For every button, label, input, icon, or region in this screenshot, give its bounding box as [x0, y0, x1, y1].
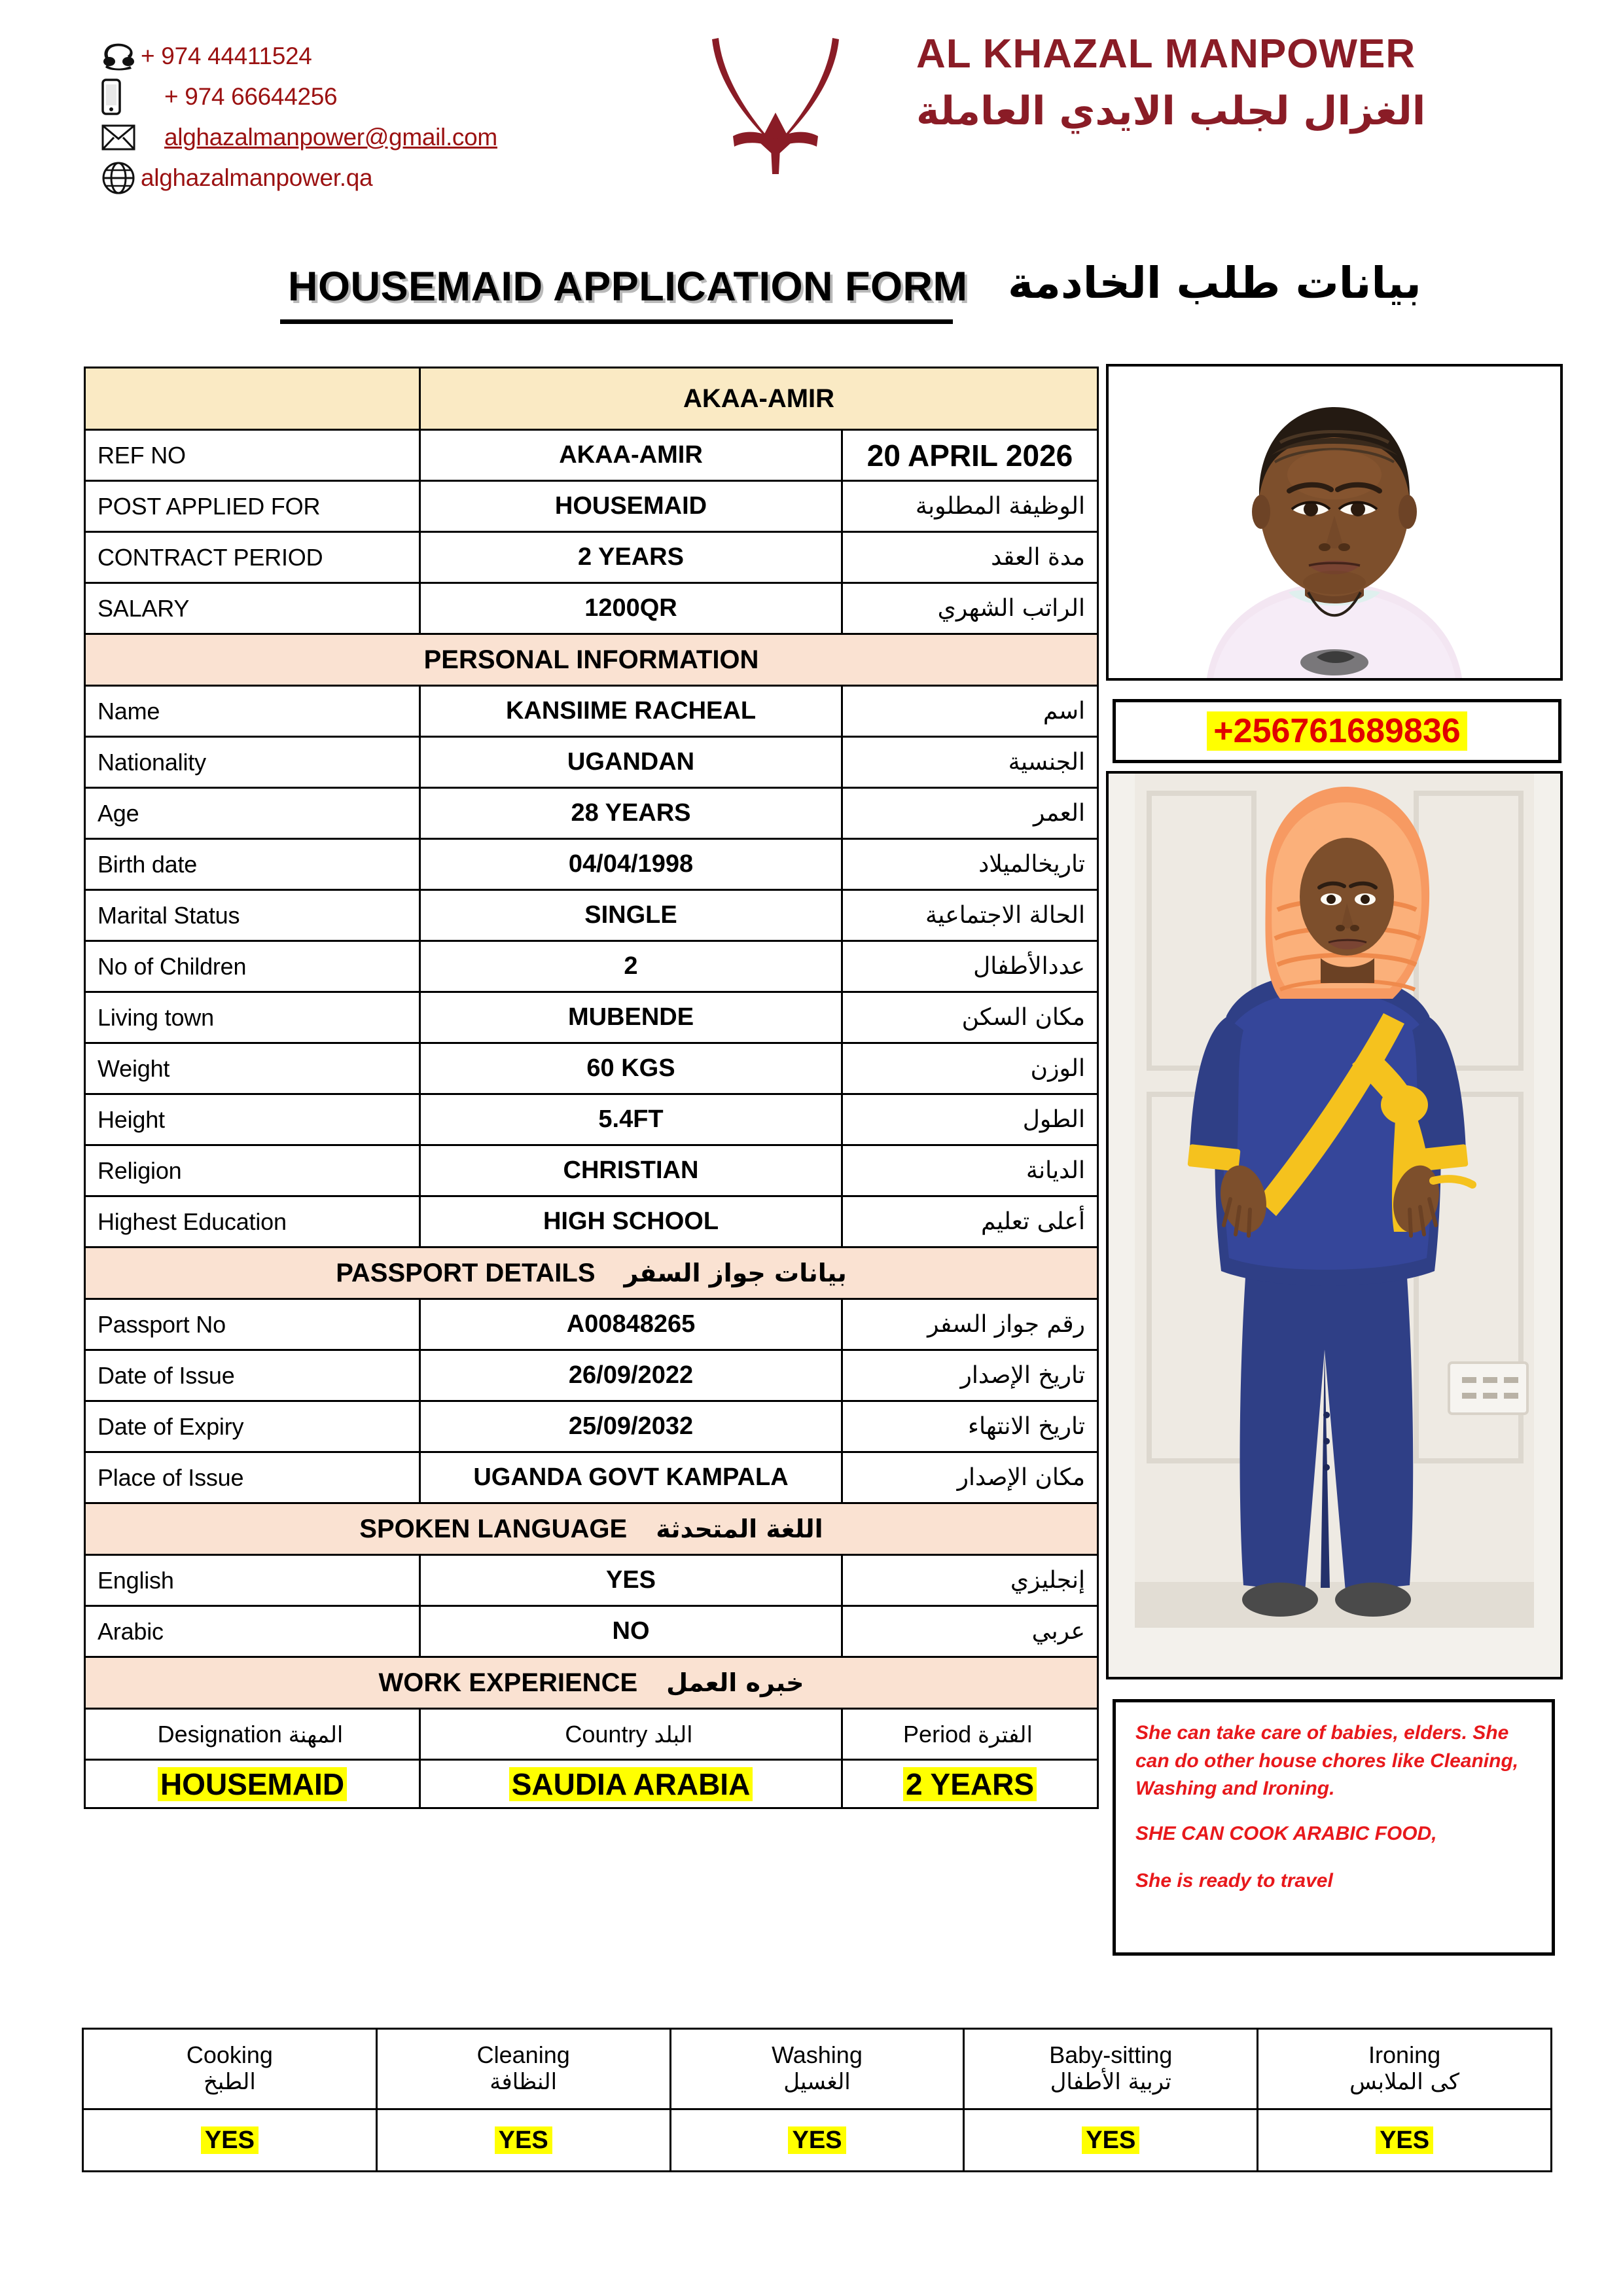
arabic-birth-date: تاريخالميلاد: [842, 839, 1098, 890]
arabic-marital-status: الحالة الاجتماعية: [842, 890, 1098, 941]
contact-row-website: [101, 158, 372, 198]
value-date-of-expiry: 25/09/2032: [420, 1401, 842, 1452]
skill-label-washing-ar: الغسيل: [783, 2069, 851, 2096]
table-row-date-of-issue: [85, 1350, 1098, 1401]
value-work-period-cell: [842, 1760, 1098, 1808]
skill-label-baby-sitting-en: Baby-sitting: [1049, 2041, 1173, 2069]
section-title-language-en: SPOKEN LANGUAGE: [359, 1514, 628, 1543]
column-header-period-en: Period: [903, 1720, 972, 1748]
value-work-country-cell: [420, 1760, 842, 1808]
table-row-living-town: [85, 992, 1098, 1043]
table-row-arabic: [85, 1606, 1098, 1657]
table-row-english: [85, 1555, 1098, 1606]
section-title-passport: [85, 1247, 1098, 1299]
table-row-salary: [85, 583, 1098, 634]
page-title: [0, 258, 1623, 340]
table-row-work-columns: [85, 1709, 1098, 1760]
value-passport-no: A00848265: [420, 1299, 842, 1350]
column-header-country: [420, 1709, 842, 1760]
label-date-of-expiry: Date of Expiry: [85, 1401, 420, 1452]
skill-value-baby-sitting-cell: [964, 2109, 1258, 2172]
label-nationality: Nationality: [85, 737, 420, 788]
value-religion: CHRISTIAN: [420, 1145, 842, 1196]
table-row-height: [85, 1094, 1098, 1145]
label-arabic: Arabic: [85, 1606, 420, 1657]
note-line-3: She is ready to travel: [1135, 1870, 1333, 1892]
table-row-no-of-children: [85, 941, 1098, 992]
value-work-country: SAUDIA ARABIA: [509, 1767, 753, 1801]
ref-banner-blank: [85, 368, 420, 430]
arabic-english: إنجليزي: [842, 1555, 1098, 1606]
column-header-country-ar: البلد: [654, 1721, 693, 1748]
applicant-portrait-photo: [1106, 364, 1563, 681]
value-post-applied: HOUSEMAID: [420, 481, 842, 532]
envelope-icon: [101, 124, 141, 151]
skill-value-washing-cell: [670, 2109, 964, 2172]
email-address[interactable]: alghazalmanpower@gmail.com: [164, 124, 497, 151]
section-title-work-en: WORK EXPERIENCE: [378, 1668, 638, 1697]
value-age: 28 YEARS: [420, 788, 842, 839]
title-underline: [280, 319, 953, 324]
value-weight: 60 KGS: [420, 1043, 842, 1094]
table-row-birth-date: [85, 839, 1098, 890]
company-brand: [916, 33, 1571, 137]
label-living-town: Living town: [85, 992, 420, 1043]
skill-header-ironing: [1258, 2029, 1552, 2109]
skills-header-row: [83, 2029, 1552, 2109]
table-row-highest-education: [85, 1196, 1098, 1247]
value-work-designation: HOUSEMAID: [158, 1767, 347, 1801]
mobile-number: + 974 66644256: [164, 83, 338, 110]
label-no-of-children: No of Children: [85, 941, 420, 992]
value-salary: 1200QR: [420, 583, 842, 634]
arabic-no-of-children: عددالأطفال: [842, 941, 1098, 992]
value-work-designation-cell: [85, 1760, 420, 1808]
table-row-age: [85, 788, 1098, 839]
column-header-designation: [85, 1709, 420, 1760]
column-header-period: [842, 1709, 1098, 1760]
value-birth-date: 04/04/1998: [420, 839, 842, 890]
label-passport-no: Passport No: [85, 1299, 420, 1350]
skill-value-ironing-cell: [1258, 2109, 1552, 2172]
arabic-passport-no: رقم جواز السفر: [842, 1299, 1098, 1350]
contact-row-telephone: [101, 36, 312, 77]
label-post-applied: POST APPLIED FOR: [85, 481, 420, 532]
brand-name-english: AL KHAZAL MANPOWER: [916, 31, 1416, 77]
contact-row-mobile: [101, 77, 337, 117]
telephone-number: + 974 44411524: [141, 43, 312, 69]
column-header-designation-ar: المهنة: [288, 1721, 344, 1748]
table-row-religion: [85, 1145, 1098, 1196]
skill-value-cleaning-cell: [376, 2109, 670, 2172]
note-line-1: She can take care of babies, elders. She can do other house chores like Cleaning, Washing and Ironing.: [1135, 1722, 1519, 1800]
value-application-date: 20 APRIL 2026: [842, 430, 1098, 481]
skill-header-cooking: [83, 2029, 377, 2109]
page-title-arabic: بيانات طلب الخادمة: [1008, 258, 1421, 308]
section-header-personal-information: [85, 634, 1098, 686]
contact-row-email: [101, 117, 497, 158]
skill-header-washing: [670, 2029, 964, 2109]
skill-label-washing-en: Washing: [772, 2041, 863, 2069]
arabic-religion: الديانة: [842, 1145, 1098, 1196]
applicant-notes-box: [1113, 1699, 1555, 1956]
table-row-place-of-issue: [85, 1452, 1098, 1503]
arabic-name: اسم: [842, 686, 1098, 737]
globe-icon: [101, 161, 141, 195]
value-work-period: 2 YEARS: [903, 1767, 1037, 1801]
arabic-salary: الراتب الشهري: [842, 583, 1098, 634]
page-title-english: HOUSEMAID APPLICATION FORM: [288, 264, 968, 310]
skill-label-ironing-en: Ironing: [1368, 2041, 1441, 2069]
document-header: [0, 0, 1623, 216]
section-header-passport-details: [85, 1247, 1098, 1299]
table-row-name: [85, 686, 1098, 737]
skills-table: [82, 2028, 1552, 2172]
applicant-phone-number: +256761689836: [1207, 711, 1467, 751]
telephone-icon: [101, 41, 141, 71]
value-date-of-issue: 26/09/2022: [420, 1350, 842, 1401]
skill-header-baby-sitting: [964, 2029, 1258, 2109]
table-row-date-of-expiry: [85, 1401, 1098, 1452]
skill-value-cooking: YES: [201, 2126, 259, 2154]
value-nationality: UGANDAN: [420, 737, 842, 788]
table-row-ref-banner: [85, 368, 1098, 430]
section-title-passport-ar: بيانات جواز السفر: [624, 1259, 847, 1287]
table-row-contract-period: [85, 532, 1098, 583]
section-title-personal: PERSONAL INFORMATION: [85, 634, 1098, 686]
value-living-town: MUBENDE: [420, 992, 842, 1043]
label-ref-no: REF NO: [85, 430, 420, 481]
table-row-work-values: [85, 1760, 1098, 1808]
skill-value-cooking-cell: [83, 2109, 377, 2172]
label-highest-education: Highest Education: [85, 1196, 420, 1247]
website-url[interactable]: alghazalmanpower.qa: [141, 164, 373, 191]
label-date-of-issue: Date of Issue: [85, 1350, 420, 1401]
arabic-age: العمر: [842, 788, 1098, 839]
skill-value-baby-sitting: YES: [1082, 2126, 1139, 2154]
arabic-height: الطول: [842, 1094, 1098, 1145]
arabic-contract-period: مدة العقد: [842, 532, 1098, 583]
label-marital-status: Marital Status: [85, 890, 420, 941]
section-title-work-ar: خبره العمل: [666, 1668, 804, 1697]
label-religion: Religion: [85, 1145, 420, 1196]
label-contract-period: CONTRACT PERIOD: [85, 532, 420, 583]
skill-label-baby-sitting-ar: تربية الأطفال: [1050, 2069, 1171, 2096]
section-header-work-experience: [85, 1657, 1098, 1709]
label-birth-date: Birth date: [85, 839, 420, 890]
section-title-work: [85, 1657, 1098, 1709]
arabic-weight: الوزن: [842, 1043, 1098, 1094]
column-header-period-ar: الفترة: [978, 1721, 1033, 1748]
arabic-living-town: مكان السكن: [842, 992, 1098, 1043]
value-ref-no: AKAA-AMIR: [420, 430, 842, 481]
skills-value-row: [83, 2109, 1552, 2172]
arabic-date-of-issue: تاريخ الإصدار: [842, 1350, 1098, 1401]
value-english: YES: [420, 1555, 842, 1606]
arabic-arabic: عربي: [842, 1606, 1098, 1657]
section-title-language: [85, 1503, 1098, 1555]
skill-value-cleaning: YES: [495, 2126, 552, 2154]
column-header-country-en: Country: [565, 1720, 648, 1748]
arabic-highest-education: أعلى تعليم: [842, 1196, 1098, 1247]
value-arabic: NO: [420, 1606, 842, 1657]
table-row-ref-no: [85, 430, 1098, 481]
note-line-2: SHE CAN COOK ARABIC FOOD,: [1135, 1822, 1437, 1844]
value-name: KANSIIME RACHEAL: [420, 686, 842, 737]
applicant-fullbody-photo: [1106, 771, 1563, 1679]
label-weight: Weight: [85, 1043, 420, 1094]
table-row-weight: [85, 1043, 1098, 1094]
oryx-head-logo-icon: [694, 26, 857, 177]
arabic-post-applied: الوظيفة المطلوبة: [842, 481, 1098, 532]
ref-banner-code: AKAA-AMIR: [420, 368, 1098, 430]
section-title-language-ar: اللغة المتحدثة: [656, 1515, 823, 1543]
skill-label-cooking-ar: الطبخ: [203, 2069, 256, 2096]
brand-name-arabic: الغزال لجلب الايدي العاملة: [916, 88, 1426, 135]
skill-label-ironing-ar: كى الملابس: [1349, 2069, 1460, 2096]
column-header-designation-en: Designation: [157, 1720, 282, 1748]
value-height: 5.4FT: [420, 1094, 842, 1145]
skill-value-ironing: YES: [1376, 2126, 1433, 2154]
arabic-place-of-issue: مكان الإصدار: [842, 1452, 1098, 1503]
skill-label-cooking-en: Cooking: [186, 2041, 273, 2069]
value-no-of-children: 2: [420, 941, 842, 992]
section-header-spoken-language: [85, 1503, 1098, 1555]
label-age: Age: [85, 788, 420, 839]
section-title-passport-en: PASSPORT DETAILS: [336, 1258, 596, 1287]
label-salary: SALARY: [85, 583, 420, 634]
skill-value-washing: YES: [788, 2126, 846, 2154]
value-place-of-issue: UGANDA GOVT KAMPALA: [420, 1452, 842, 1503]
table-row-marital-status: [85, 890, 1098, 941]
label-place-of-issue: Place of Issue: [85, 1452, 420, 1503]
label-name: Name: [85, 686, 420, 737]
table-row-passport-no: [85, 1299, 1098, 1350]
arabic-date-of-expiry: تاريخ الانتهاء: [842, 1401, 1098, 1452]
value-contract-period: 2 YEARS: [420, 532, 842, 583]
value-highest-education: HIGH SCHOOL: [420, 1196, 842, 1247]
value-marital-status: SINGLE: [420, 890, 842, 941]
table-row-post-applied: [85, 481, 1098, 532]
mobile-phone-icon: [101, 79, 141, 115]
table-row-nationality: [85, 737, 1098, 788]
label-height: Height: [85, 1094, 420, 1145]
arabic-nationality: الجنسية: [842, 737, 1098, 788]
label-english: English: [85, 1555, 420, 1606]
application-main-table: [84, 367, 1099, 1809]
skill-label-cleaning-en: Cleaning: [476, 2041, 570, 2069]
skill-label-cleaning-ar: النظافة: [490, 2069, 558, 2096]
skill-header-cleaning: [376, 2029, 670, 2109]
applicant-phone-box: [1113, 699, 1561, 763]
